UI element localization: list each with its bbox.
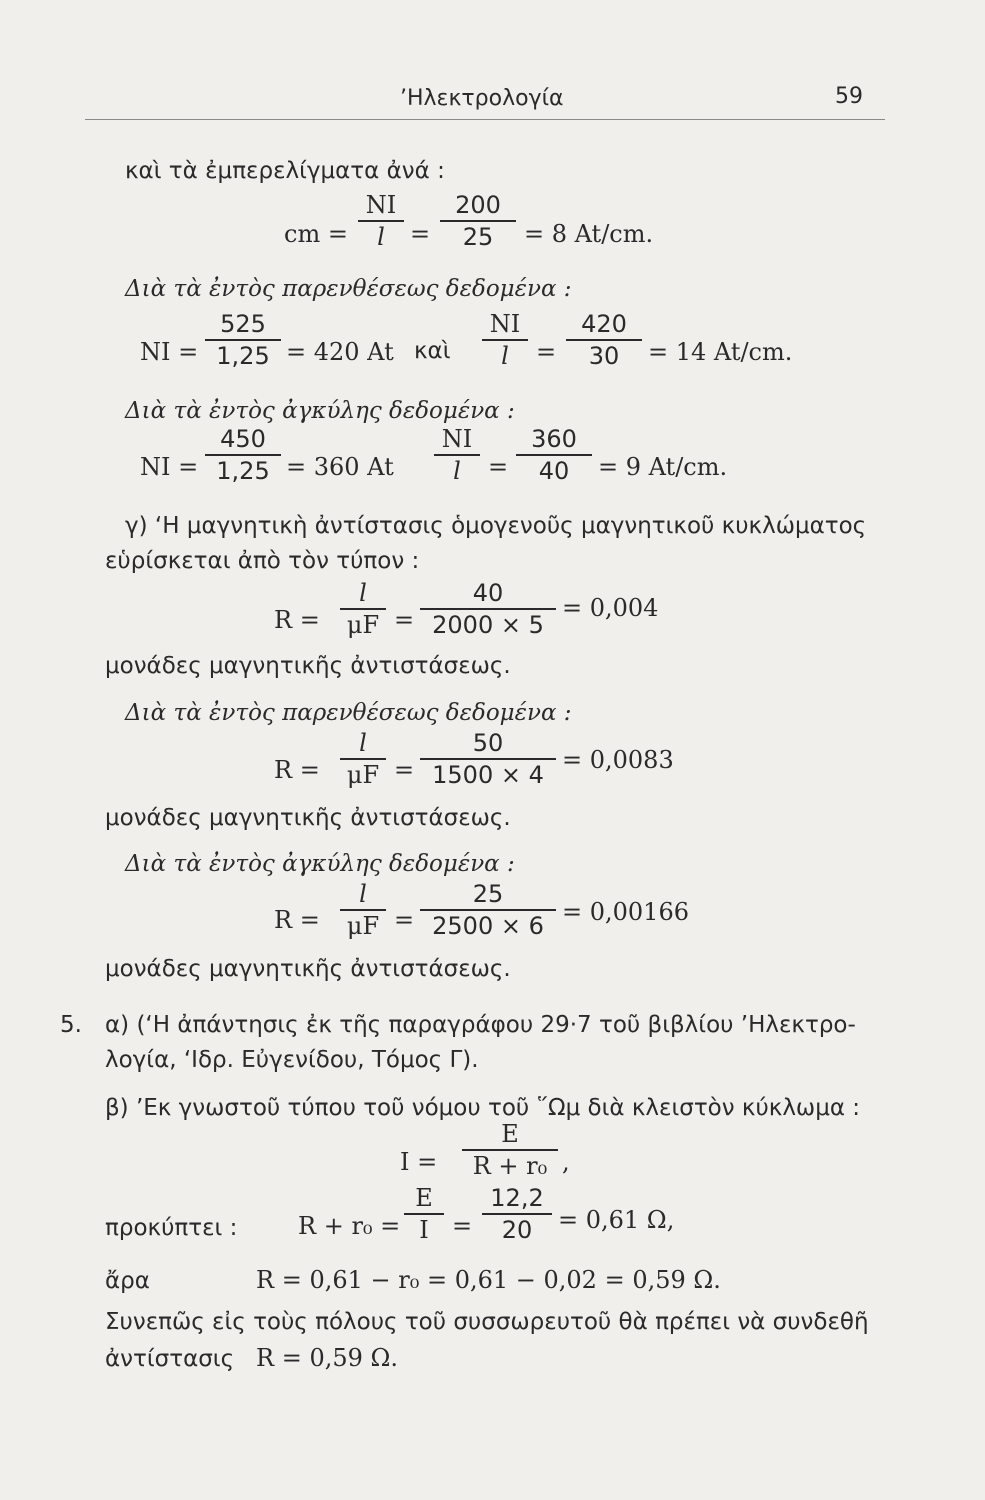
prok-lhs: R + r₀ = xyxy=(298,1212,401,1240)
ara-expr: R = 0,61 − r₀ = 0,61 − 0,02 = 0,59 Ω. xyxy=(256,1266,721,1294)
prok-label: προκύπτει : xyxy=(105,1215,238,1241)
fraction-bar xyxy=(482,1213,552,1215)
fraction-bar xyxy=(420,758,556,760)
eq2-eq: = xyxy=(536,338,557,366)
fraction-bar xyxy=(516,454,592,456)
eq5-frac2-num: 50 xyxy=(472,729,504,757)
eq6-frac1 xyxy=(340,880,386,940)
prok-frac2-num: 12,2 xyxy=(490,1184,544,1212)
eq6-frac2-num: 25 xyxy=(472,880,504,908)
eq2-conj: καὶ xyxy=(414,338,451,364)
intro-line: καὶ τὰ ἐμπερελίγματα ἀνά : xyxy=(125,158,445,184)
eq5-result: = 0,0083 xyxy=(562,746,674,774)
eq3-eq: = xyxy=(488,453,509,481)
page-number: 59 xyxy=(835,84,863,109)
eq6-result: = 0,00166 xyxy=(562,898,689,926)
prok-frac2-den: 20 xyxy=(501,1215,533,1244)
eq6-lhs: R = xyxy=(274,906,320,934)
problem-number: 5. xyxy=(60,1012,82,1038)
eq2-frac1-num: 525 xyxy=(220,310,266,338)
eq6-frac1-den: μF xyxy=(346,911,380,940)
eq5-eq: = xyxy=(394,756,415,784)
ohm-frac xyxy=(462,1120,558,1180)
eq3-frac2-num: NI xyxy=(441,425,473,453)
prok-eq: = xyxy=(452,1212,473,1240)
heading-parentheses: Διὰ τὰ ἐντὸς παρενθέσεως δεδομένα : xyxy=(125,276,572,302)
eq2-frac1 xyxy=(205,310,281,370)
ohm-den: R + r₀ xyxy=(472,1151,548,1180)
eq2-frac3-den: 30 xyxy=(588,341,620,370)
eq4-result: = 0,004 xyxy=(562,594,659,622)
eq1-frac1 xyxy=(358,191,404,251)
eq4-frac2 xyxy=(420,579,556,639)
conclusion-line1: Συνεπῶς εἰς τοὺς πόλους τοῦ συσσωρευτοῦ θὰ πρέπει νὰ συνδεθῆ xyxy=(105,1309,869,1335)
fraction-bar xyxy=(434,454,480,456)
eq2-result: = 14 At/cm. xyxy=(648,338,793,366)
running-header: ’Ηλεκτρολογία xyxy=(400,86,564,111)
ara-label: ἄρα xyxy=(105,1268,150,1294)
eq2-frac2-den: l xyxy=(501,341,509,370)
eq5-frac2-den: 1500 × 4 xyxy=(432,760,544,789)
ohm-comma: , xyxy=(562,1148,570,1176)
eq5-frac1-num: l xyxy=(359,729,367,757)
eq4-eq: = xyxy=(394,606,415,634)
eq1-frac1-den: l xyxy=(377,222,385,251)
prok-frac1 xyxy=(404,1184,444,1244)
heading-bracket-2: Διὰ τὰ ἐντὸς ἀγκύλης δεδομένα : xyxy=(125,851,515,877)
eq3-result: = 9 At/cm. xyxy=(598,453,728,481)
eq6-eq: = xyxy=(394,906,415,934)
eq5-frac1 xyxy=(340,729,386,789)
beta-line: β) ’Εκ γνωστοῦ τύπου τοῦ νόμου τοῦ ῞Ωμ διὰ κλειστὸν κύκλωμα : xyxy=(105,1095,861,1121)
fraction-bar xyxy=(358,220,404,222)
fraction-bar xyxy=(340,909,386,911)
eq1-result: = 8 At/cm. xyxy=(524,220,654,248)
eq1-frac2-den: 25 xyxy=(462,222,494,251)
eq4-frac1-num: l xyxy=(359,579,367,607)
eq6-frac1-num: l xyxy=(359,880,367,908)
eq4-frac2-den: 2000 × 5 xyxy=(432,610,544,639)
eq3-frac2 xyxy=(434,425,480,485)
ohm-num: E xyxy=(501,1120,519,1148)
eq2-lhs: NI = xyxy=(140,338,199,366)
eq4-frac1 xyxy=(340,579,386,639)
eq3-frac1 xyxy=(205,425,281,485)
eq1-frac2-num: 200 xyxy=(455,191,501,219)
fraction-bar xyxy=(420,909,556,911)
eq5-frac1-den: μF xyxy=(346,760,380,789)
eq6-frac2 xyxy=(420,880,556,940)
conclusion-expr: R = 0,59 Ω. xyxy=(256,1344,399,1372)
eq3-mid: = 360 At xyxy=(286,453,394,481)
ohm-lhs: I = xyxy=(400,1148,438,1176)
eq2-mid: = 420 At xyxy=(286,338,394,366)
eq1-eq: = xyxy=(410,220,431,248)
eq2-frac3-num: 420 xyxy=(581,310,627,338)
eq1-lhs: cm = xyxy=(284,220,348,248)
fraction-bar xyxy=(566,339,642,341)
fraction-bar xyxy=(205,339,281,341)
eq3-lhs: NI = xyxy=(140,453,199,481)
eq3-frac1-den: 1,25 xyxy=(216,456,270,485)
fraction-bar xyxy=(340,608,386,610)
eq6-frac2-den: 2500 × 6 xyxy=(432,911,544,940)
fraction-bar xyxy=(340,758,386,760)
gamma-line1: γ) ‘Η μαγνητικὴ ἀντίστασις ὁμογενοῦς μαγνητικοῦ κυκλώματος xyxy=(125,513,867,539)
eq1-frac2 xyxy=(440,191,516,251)
prok-frac1-num: E xyxy=(415,1184,433,1212)
eq3-frac1-num: 450 xyxy=(220,425,266,453)
fraction-bar xyxy=(420,608,556,610)
conclusion-word: ἀντίστασις xyxy=(105,1346,235,1372)
prok-frac1-den: I xyxy=(419,1215,429,1244)
fraction-bar xyxy=(482,339,528,341)
units-line: μονάδες μαγνητικῆς ἀντιστάσεως. xyxy=(105,956,511,982)
fraction-bar xyxy=(462,1149,558,1151)
eq5-lhs: R = xyxy=(274,756,320,784)
header-rule xyxy=(85,119,885,120)
heading-parentheses-2: Διὰ τὰ ἐντὸς παρενθέσεως δεδομένα : xyxy=(125,700,572,726)
prok-frac2 xyxy=(482,1184,552,1244)
eq4-frac1-den: μF xyxy=(346,610,380,639)
fraction-bar xyxy=(205,454,281,456)
eq3-frac2-den: l xyxy=(453,456,461,485)
units-line: μονάδες μαγνητικῆς ἀντιστάσεως. xyxy=(105,805,511,831)
eq2-frac1-den: 1,25 xyxy=(216,341,270,370)
eq4-frac2-num: 40 xyxy=(472,579,504,607)
gamma-line2: εὑρίσκεται ἀπὸ τὸν τύπον : xyxy=(105,548,420,574)
alpha-line2: λογία, ‘Ιδρ. Εὐγενίδου, Τόμος Γ). xyxy=(105,1047,479,1073)
heading-bracket: Διὰ τὰ ἐντὸς ἀγκύλης δεδομένα : xyxy=(125,398,515,424)
eq2-frac3 xyxy=(566,310,642,370)
eq5-frac2 xyxy=(420,729,556,789)
eq1-frac1-num: NI xyxy=(365,191,397,219)
eq2-frac2-num: NI xyxy=(489,310,521,338)
eq4-lhs: R = xyxy=(274,606,320,634)
eq3-frac3-den: 40 xyxy=(538,456,570,485)
fraction-bar xyxy=(440,220,516,222)
fraction-bar xyxy=(404,1213,444,1215)
alpha-line1: α) (‘Η ἀπάντησις ἐκ τῆς παραγράφου 29·7 τοῦ βιβλίου ’Ηλεκτρο- xyxy=(105,1012,856,1038)
eq2-frac2 xyxy=(482,310,528,370)
eq3-frac3-num: 360 xyxy=(531,425,577,453)
prok-result: = 0,61 Ω, xyxy=(558,1206,675,1234)
units-line: μονάδες μαγνητικῆς ἀντιστάσεως. xyxy=(105,653,511,679)
eq3-frac3 xyxy=(516,425,592,485)
